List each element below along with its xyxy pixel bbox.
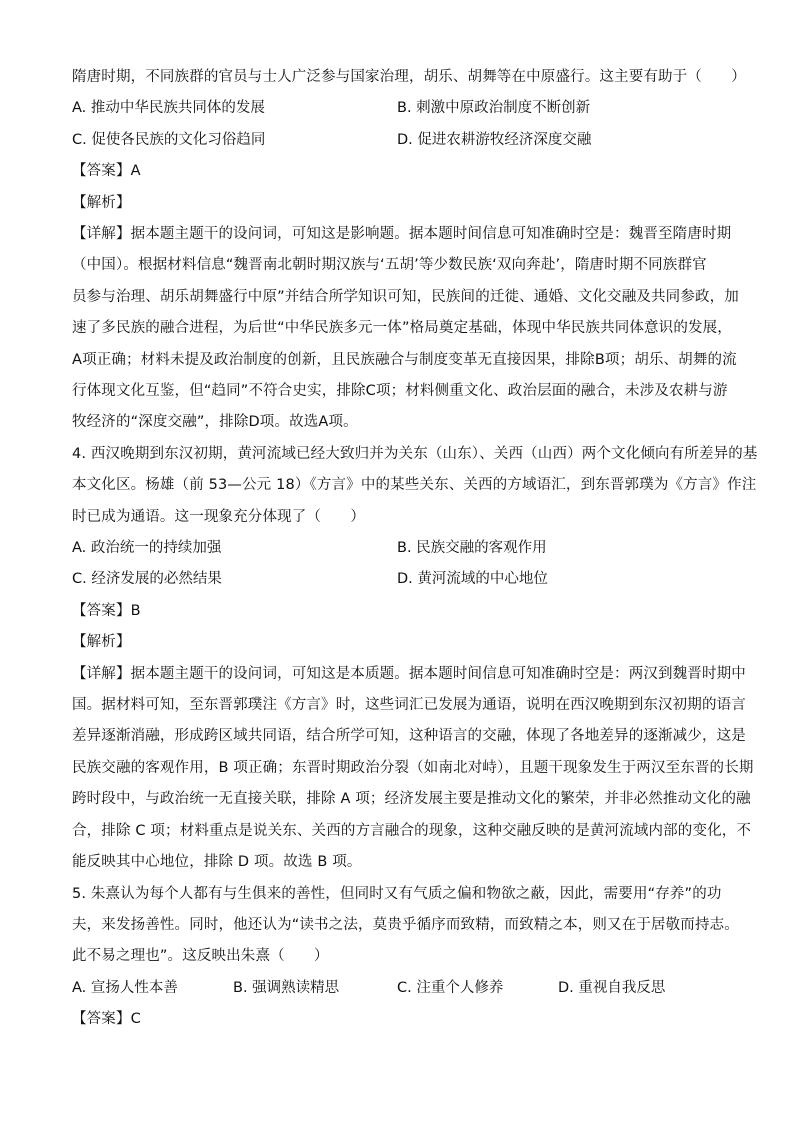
q5-answer: [72, 1004, 724, 1035]
q4-answer-value: B: [130, 602, 141, 619]
q3-detail-line: A项正确；材料未提及政治制度的创新，且民族融合与制度变革无直接因果，排除B项；胡乐、胡舞的流: [72, 351, 737, 368]
q5-stem-line: 5. 朱熹认为每个人都有与生俱来的善性，但同时又有气质之偏和物欲之蔽，因此，需要用“存养”的功: [72, 885, 722, 902]
q3-stem: 隋唐时期，不同族群的官员与士人广泛参与国家治理，胡乐、胡舞等在中原盛行。这主要有助于（ ）: [72, 69, 746, 85]
q3-detail-line: 行体现文化互鉴，但“趋同”不符合史实，排除C项；材料侧重文化、政治层面的融合，未涉及农耕与游: [72, 383, 728, 400]
q4-option-b: B. 民族交融的客观作用: [397, 540, 547, 557]
q5-answer-value: C: [130, 1011, 141, 1028]
q4-stem-line: 本文化区。杨雄（前 53—公元 18）《方言》中的某些关东、关西的方域语汇，到东晋郭璞为《方言》作注: [72, 477, 757, 494]
q4-analysis-tag: 【解析】: [72, 634, 131, 651]
q4-option-c: C. 经济发展的必然结果: [72, 571, 222, 588]
q4-options-row-1: [72, 533, 724, 564]
q5-option-c: C. 注重个人修养: [397, 979, 504, 996]
q5-stem-line: 夫，来发扬善性。同时，他还认为“读书之法，莫贵乎循序而致精，而致精之本，则又在于居敬而持志。: [72, 916, 739, 933]
q3-options-row-1: [72, 93, 724, 124]
q4-detail-line: 国。据材料可知，至东晋郭璞注《方言》时，这些词汇已发展为通语，说明在西汉晚期到东汉初期的语言: [72, 697, 746, 714]
q5-option-a: A. 宣扬人性本善: [72, 979, 178, 996]
q3-detail-line: 员参与治理、胡乐胡舞盛行中原”并结合所学知识可知，民族间的迁徙、通婚、文化交融及共同参政，加: [72, 288, 739, 305]
q4-stem-line: 4. 西汉晚期到东汉初期，黄河流域已经大致归并为关东（山东）、关西（山西）两个文化倾向有所差异的基: [72, 445, 758, 462]
answer-tag: 【答案】: [72, 1011, 131, 1028]
answer-tag: 【答案】: [72, 602, 131, 619]
q5-options-row: [72, 973, 724, 1004]
q4-stem-line: 时已成为通语。这一现象充分体现了（ ）: [72, 508, 365, 525]
q4-answer: [72, 596, 724, 627]
answer-tag: 【答案】: [72, 163, 131, 180]
q4-detail-line: 民族交融的客观作用，B 项正确；东晋时期政治分裂（如南北对峙），且题干现象发生于两汉至东晋的长期: [72, 759, 754, 776]
q4-option-d: D. 黄河流域的中心地位: [397, 571, 548, 588]
q3-detail-line: 【详解】据本题主题干的设问词，可知这是影响题。据本题时间信息可知准确时空是：魏晋至隋唐时期: [72, 226, 732, 242]
q4-detail-line: 跨时段中，与政治统一无直接关联，排除 A 项；经济发展主要是推动文化的繁荣，并非必然推动文化的融: [72, 791, 751, 808]
q3-detail-line: 牧经济的“深度交融”，排除D项。故选A项。: [72, 414, 358, 431]
q3-option-b: B. 刺激中原政治制度不断创新: [397, 100, 591, 117]
q3-analysis-tag: 【解析】: [72, 194, 131, 211]
q4-detail-line: 【详解】据本题主题干的设问词，可知这是本质题。据本题时间信息可知准确时空是：两汉到魏晋时期中: [72, 665, 746, 682]
q3-options-row-2: [72, 125, 724, 156]
q3-option-d: D. 促进农耕游牧经济深度交融: [397, 131, 592, 148]
exam-page: [72, 62, 758, 1036]
q3-option-c: C. 促使各民族的文化习俗趋同: [72, 131, 266, 148]
q4-detail-line: 差异逐渐消融，形成跨区域共同语，结合所学可知，这种语言的交融，体现了各地差异的逐渐减少，这是: [72, 728, 746, 745]
q5-stem-line: 此不易之理也”。这反映出朱熹（ ）: [72, 948, 329, 965]
q3-answer: [72, 156, 724, 187]
q4-detail-line: 能反映其中心地位，排除 D 项。故选 B 项。: [72, 854, 362, 871]
q4-detail-line: 合，排除 C 项；材料重点是说关东、关西的方言融合的现象，这种交融反映的是黄河流域内部的变化，不: [72, 822, 752, 839]
q4-options-row-2: [72, 564, 724, 595]
q3-answer-value: A: [130, 163, 141, 180]
q3-detail-line: 速了多民族的融合进程，为后世“中华民族多元一体”格局奠定基础，体现中华民族共同体意识的发展，: [72, 320, 732, 337]
q3-detail-line: （中国）。根据材料信息“魏晋南北朝时期汉族与‘五胡’等少数民族‘双向奔赴’，隋唐时期不同族群官: [72, 257, 707, 274]
q4-option-a: A. 政治统一的持续加强: [72, 540, 222, 557]
q5-option-b: B. 强调熟读精思: [233, 979, 340, 996]
q5-option-d: D. 重视自我反思: [558, 979, 666, 996]
q3-option-a: A. 推动中华民族共同体的发展: [72, 100, 265, 117]
